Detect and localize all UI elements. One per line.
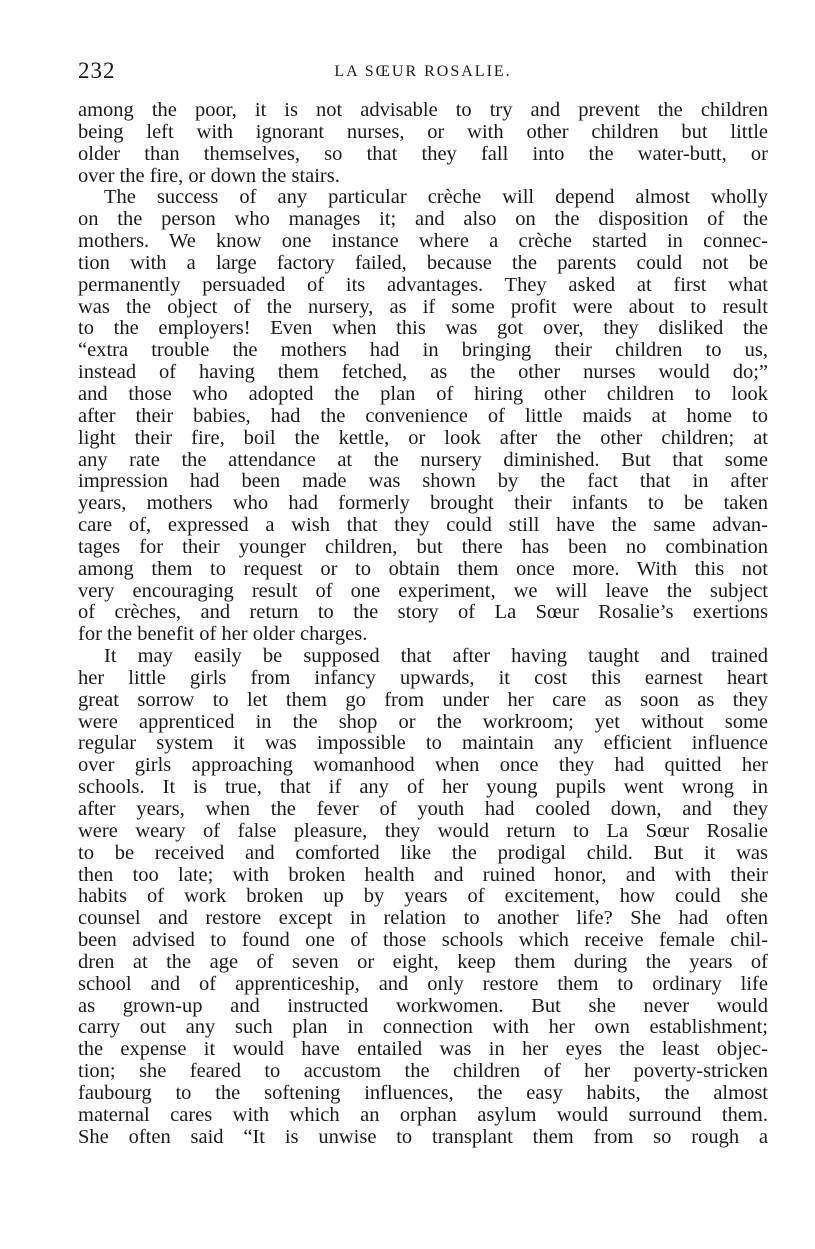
text-line: among them to request or to obtain them once more. With this not <box>78 558 768 580</box>
text-line: mothers. We know one instance where a crèche started in connec- <box>78 231 768 253</box>
text-line: very encouraging result of one experiment, we will leave the subject <box>78 580 768 602</box>
text-line: being left with ignorant nurses, or with other children but little <box>78 121 768 143</box>
text-line: counsel and restore except in relation to another life? She had often <box>78 908 768 930</box>
text-line: “extra trouble the mothers had in bringing their children to us, <box>78 340 768 362</box>
text-line: habits of work broken up by years of excitement, how could she <box>78 886 768 908</box>
text-line: were apprenticed in the shop or the workroom; yet without some <box>78 711 768 733</box>
text-line: tages for their younger children, but there has been no combination <box>78 536 768 558</box>
page-number: 232 <box>78 58 116 83</box>
text-line: after their babies, had the convenience of little maids at home to <box>78 405 768 427</box>
text-line: great sorrow to let them go from under her care as soon as they <box>78 689 768 711</box>
text-line: She often said “It is unwise to transplant them from so rough a <box>78 1126 768 1148</box>
text-line: permanently persuaded of its advantages. They asked at first what <box>78 274 768 296</box>
text-line: over the fire, or down the stairs. <box>78 165 340 187</box>
text-line: to the employers! Even when this was got over, they disliked the <box>78 318 768 340</box>
text-line: was the object of the nursery, as if some profit were about to result <box>78 296 768 318</box>
text-line: the expense it would have entailed was in her eyes the least objec- <box>78 1039 768 1061</box>
text-line: and those who adopted the plan of hiring other children to look <box>78 383 768 405</box>
text-line: as grown-up and instructed workwomen. But she never would <box>78 995 768 1017</box>
body-text <box>78 100 768 1149</box>
text-line: carry out any such plan in connection with her own establishment; <box>78 1017 768 1039</box>
text-line: tion; she feared to accustom the children of her poverty-stricken <box>78 1061 768 1083</box>
text-line: It may easily be supposed that after having taught and trained <box>104 646 768 668</box>
text-line: dren at the age of seven or eight, keep them during the years of <box>78 951 768 973</box>
text-line: school and of apprenticeship, and only restore them to ordinary life <box>78 973 768 995</box>
text-line: were weary of false pleasure, they would return to La Sœur Rosalie <box>78 820 768 842</box>
text-line: among the poor, it is not advisable to try and prevent the children <box>78 100 768 121</box>
text-line: of crèches, and return to the story of La Sœur Rosalie’s exertions <box>78 602 768 624</box>
book-page <box>78 58 768 1149</box>
text-line: instead of having them fetched, as the other nurses would do;” <box>78 362 768 384</box>
text-line: years, mothers who had formerly brought their infants to be taken <box>78 493 768 515</box>
text-line: her little girls from infancy upwards, it cost this earnest heart <box>78 667 768 689</box>
text-line: over girls approaching womanhood when once they had quitted her <box>78 755 768 777</box>
text-line: for the benefit of her older charges. <box>78 624 368 646</box>
text-line: impression had been made was shown by the fact that in after <box>78 471 768 493</box>
text-line: light their fire, boil the kettle, or look after the other children; at <box>78 427 768 449</box>
text-line: after years, when the fever of youth had cooled down, and they <box>78 799 768 820</box>
text-line: schools. It is true, that if any of her young pupils went wrong in <box>78 777 768 799</box>
text-line: to be received and comforted like the prodigal child. But it was <box>78 842 768 864</box>
running-title: LA SŒUR ROSALIE. <box>334 63 512 80</box>
text-line: older than themselves, so that they fall into the water-butt, or <box>78 143 768 165</box>
text-line: then too late; with broken health and ruined honor, and with their <box>78 864 768 886</box>
text-line: maternal cares with which an orphan asylum would surround them. <box>78 1104 768 1126</box>
running-head <box>78 58 768 92</box>
text-line: The success of any particular crèche will depend almost wholly <box>104 187 768 209</box>
text-line: been advised to found one of those schools which receive female chil- <box>78 930 768 952</box>
text-line: care of, expressed a wish that they could still have the same advan- <box>78 515 768 537</box>
text-line: any rate the attendance at the nursery diminished. But that some <box>78 449 768 471</box>
text-line: on the person who manages it; and also on the disposition of the <box>78 209 768 231</box>
text-line: regular system it was impossible to maintain any efficient influence <box>78 733 768 755</box>
text-line: tion with a large factory failed, because the parents could not be <box>78 252 768 274</box>
text-line: faubourg to the softening influences, the easy habits, the almost <box>78 1082 768 1104</box>
